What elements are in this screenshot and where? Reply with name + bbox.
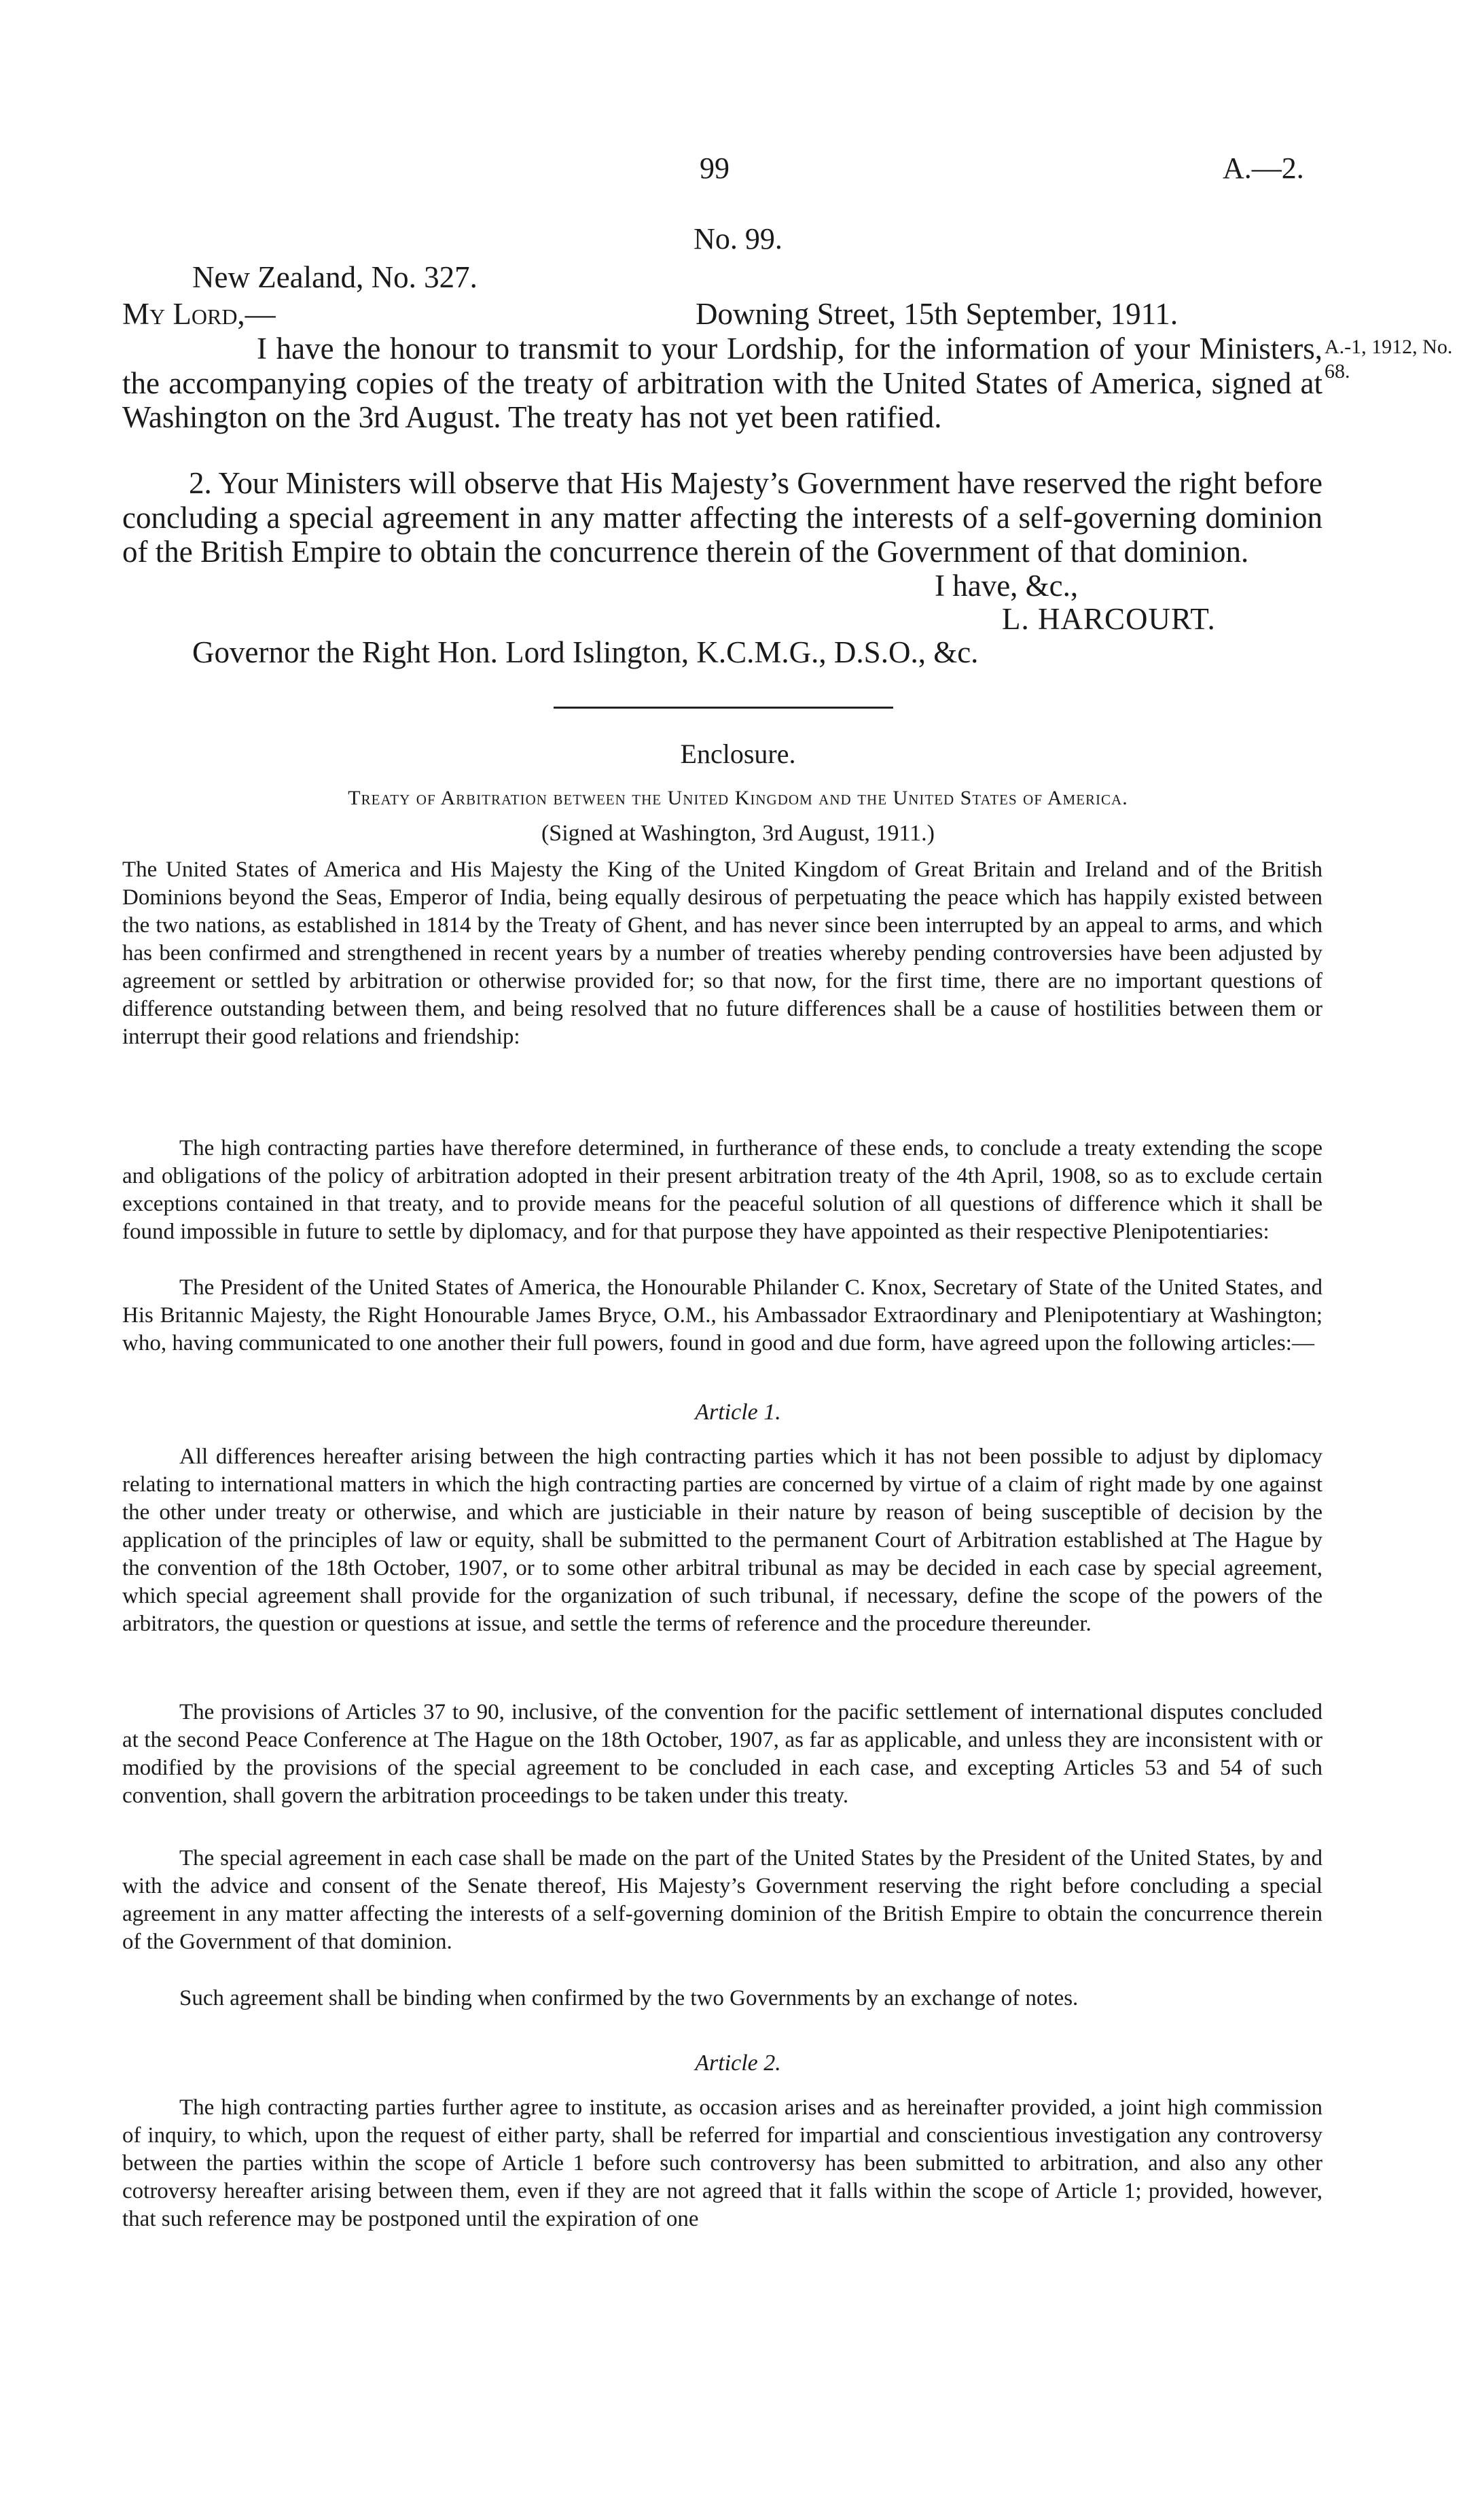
paper-reference: A.—2.: [1223, 152, 1304, 185]
article-2-heading: Article 2.: [695, 2051, 781, 2076]
signature: L. HARCOURT.: [1002, 602, 1216, 636]
document-number: No. 99.: [694, 222, 782, 255]
section-divider: [554, 707, 893, 709]
enclosure-heading: Enclosure.: [680, 739, 796, 769]
salutation-reference: New Zealand, No. 327.: [192, 260, 478, 294]
addressee: Governor the Right Hon. Lord Islington, K.C.M.G., D.S.O., &c.: [192, 635, 979, 669]
treaty-signed-line: (Signed at Washington, 3rd August, 1911.): [541, 821, 935, 846]
article-1-paragraph-4: Such agreement shall be binding when confirmed by the two Governments by an exchange of notes.: [179, 1986, 1079, 2010]
preamble-paragraph-1: The United States of America and His Majesty the King of the United Kingdom of Great Britain and Ireland and of the British Dominions beyond the Seas, Emperor of India, being equally desirous of perpetuating the peace which has happily existed between the two nations, as established in 1814 by the Treaty of Ghent, and has never since been interrupted by an appeal to arms, and which has been confirmed and strengthened in recent years by a number of treaties whereby pending controversies have been adjusted by agreement or settled by arbitration or otherwise provided for; so that now, for the first time, there are no important questions of difference outstanding between them, and being resolved that no future differences shall be a cause of hostilities between them or interrupt their good relations and friendship:: [122, 857, 1322, 1049]
letter-closing: I have, &c.,: [935, 569, 1079, 603]
margin-note: A.-1, 1912, No. 68.: [1325, 336, 1453, 383]
article-1-paragraph-2: The provisions of Articles 37 to 90, inclusive, of the convention for the pacific settlement of international disputes concluded at the second Peace Conference at The Hague on the 18th October, 1907, as far as applicable, and unless they are inconsistent with or modified by the provisions of the special agreement to be concluded in each case, and excepting Articles 53 and 54 of such convention, shall govern the arbitration proceedings to be taken under this treaty.: [122, 1700, 1322, 1808]
date-line: Downing Street, 15th September, 1911.: [696, 297, 1178, 331]
article-2-paragraph-1: The high contracting parties further agree to institute, as occasion arises and as hereinafter provided, a joint high commission of inquiry, to which, upon the request of either party, shall be referred for impartial and conscientious investigation any controversy between the parties within the scope of Article 1 before such controversy has been submitted to arbitration, and also any other cotroversy hereafter arising between them, even if they are not agreed that it falls within the scope of Article 1; provided, however, that such reference may be postponed until the expiration of one: [122, 2095, 1322, 2231]
article-1-paragraph-3: The special agreement in each case shall be made on the part of the United States by the President of the United States, by and with the advice and consent of the Senate thereof, His Majesty’s Government reserving the right before concluding a special agreement in any matter affecting the interests of a self-governing dominion of the British Empire to obtain the concurrence therein of the Government of that dominion.: [122, 1846, 1322, 1954]
article-1-paragraph-1: All differences hereafter arising between the high contracting parties which it has not been possible to adjust by diplomacy relating to international matters in which the high contracting parties are concerned by virtue of a claim of right made by one against the other under treaty or otherwise, and which are justiciable in their nature by reason of being susceptible of decision by the application of the principles of law or equity, shall be submitted to the permanent Court of Arbitration established at The Hague by the convention of the 18th October, 1907, or to some other arbitral tribunal as may be decided in each case by special agreement, which special agreement shall provide for the organization of such tribunal, if necessary, define the scope of the powers of the arbitrators, the question or questions at issue, and settle the terms of reference and the procedure thereunder.: [122, 1444, 1322, 1636]
salutation: My Lord,—: [122, 297, 276, 331]
page-number: 99: [700, 152, 730, 185]
letter-paragraph-1: I have the honour to transmit to your Lordship, for the information of your Ministers, the accompanying copies of the treaty of arbitration with the United States of America, signed at Washington on the 3rd August. The treaty has not yet been ratified.: [122, 332, 1322, 434]
preamble-paragraph-2: The high contracting parties have therefore determined, in furtherance of these ends, to conclude a treaty extending the scope and obligations of the policy of arbitration adopted in their present arbitration treaty of the 4th April, 1908, so as to exclude certain exceptions contained in that treaty, and to provide means for the peaceful solution of all questions of difference which it shall be found impossible in future to settle by diplomacy, and for that purpose they have appointed as their respective Plenipotentiaries:: [122, 1136, 1322, 1244]
letter-paragraph-2: 2. Your Ministers will observe that His Majesty’s Government have reserved the right before concluding a special agreement in any matter affecting the interests of a self-governing dominion of the British Empire to obtain the concurrence therein of the Government of that dominion.: [122, 466, 1322, 569]
article-1-heading: Article 1.: [695, 1400, 781, 1425]
preamble-paragraph-3: The President of the United States of America, the Honourable Philander C. Knox, Secretary of State of the United States, and His Britannic Majesty, the Right Honourable James Bryce, O.M., his Ambassador Extraordinary and Plenipotentiary at Washington; who, having communicated to one another their full powers, found in good and due form, have agreed upon the following articles:—: [122, 1275, 1322, 1355]
treaty-title: Treaty of Arbitration between the United Kingdom and the United States of America.: [348, 787, 1128, 809]
